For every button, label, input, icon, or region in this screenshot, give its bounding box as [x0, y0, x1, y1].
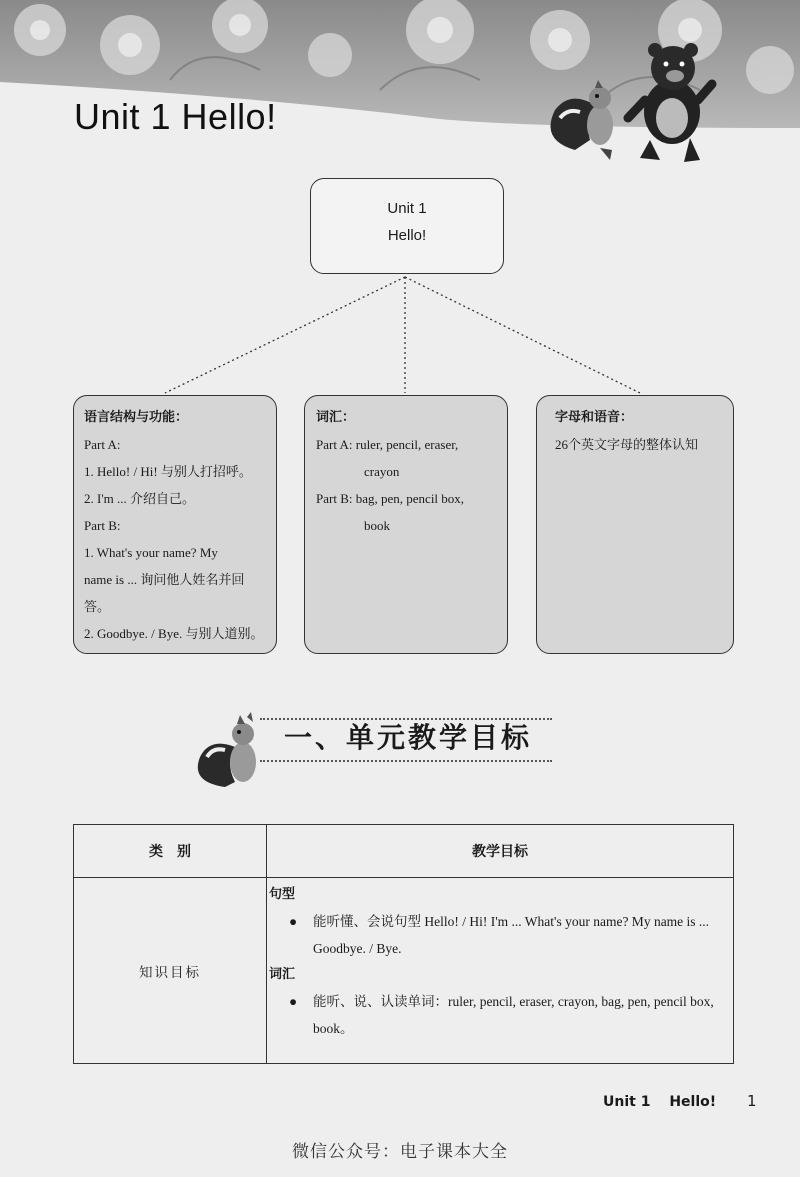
teaching-goals-table: [73, 824, 734, 1064]
page-number: 1: [747, 1092, 757, 1110]
topic-box-line1: Unit 1: [387, 200, 427, 217]
section-title: 一、单元教学目标: [284, 721, 533, 754]
vocab-part-b-label: Part B:: [316, 491, 353, 506]
structure-line: 2. I'm ... 介绍自己。: [84, 491, 196, 506]
structure-line: 2. Goodbye. / Bye. 与别人道别。: [84, 626, 264, 641]
vocabulary-box: [304, 395, 508, 654]
letters-phonics-box: [536, 395, 734, 654]
letters-text: 26个英文字母的整体认知: [555, 437, 699, 452]
watermark: 微信公众号：电子课本大全: [292, 1142, 508, 1162]
footer-unit-name: Hello!: [669, 1094, 717, 1110]
vocab-part-a-label: Part A:: [316, 437, 353, 452]
letters-heading: 字母和语音：: [555, 410, 634, 425]
footer-unit-label: Unit 1: [603, 1094, 651, 1110]
language-structure-heading: 语言结构与功能：: [84, 410, 189, 425]
sentence-pattern-text: 能听懂、会说句型 Hello! / Hi! I'm ... What's your name? My name is ... Goodbye. / Bye.: [313, 914, 710, 956]
category-header: 类 别: [74, 825, 267, 878]
vocab-part-b: [316, 485, 507, 512]
section-rule-bottom: [260, 760, 552, 762]
page-footer: [603, 1092, 757, 1110]
bear-icon: [628, 43, 712, 162]
vocab-part-a: [316, 431, 507, 458]
vocabulary-goal-heading: 词汇: [269, 967, 296, 982]
structure-line: 答。: [84, 599, 111, 614]
structure-line: 1. Hello! / Hi! 与别人打招呼。: [84, 464, 252, 479]
unit-title: Unit 1 Hello!: [74, 96, 277, 137]
table-row: [74, 878, 734, 1064]
structure-line: Part B:: [84, 518, 121, 533]
vocabulary-goal-text: 能听、说、认读单词：ruler, pencil, eraser, crayon, bag, pen, pencil box, book。: [313, 994, 714, 1036]
vocab-part-b-words: bag, pen, pencil box,: [355, 491, 465, 506]
vocab-part-a-words-cont: crayon: [364, 464, 400, 479]
table-header-row: [74, 825, 734, 878]
category-cell: 知识目标: [74, 878, 267, 1064]
diagram-connectors: [165, 277, 640, 393]
language-structure-box: [73, 395, 277, 654]
sentence-pattern-goal: [269, 908, 733, 962]
vocabulary-heading: 词汇：: [316, 410, 356, 425]
vocab-part-a-words: ruler, pencil, eraser,: [355, 437, 459, 452]
squirrel-icon: [551, 80, 614, 160]
structure-line: 1. What's your name? My: [84, 545, 218, 560]
goal-header: 教学目标: [267, 825, 734, 878]
sentence-pattern-heading: 句型: [269, 887, 296, 902]
vocab-part-b-words-cont: book: [364, 518, 390, 533]
structure-line: name is ... 询问他人姓名并回: [84, 572, 245, 587]
vocabulary-goal: [269, 988, 733, 1042]
structure-line: Part A:: [84, 437, 121, 452]
topic-box-line2: Hello!: [387, 227, 427, 244]
bullet-icon: ●: [289, 914, 298, 929]
topic-box: [310, 178, 504, 274]
goal-cell: [267, 878, 734, 1064]
bullet-icon: ●: [289, 994, 298, 1009]
